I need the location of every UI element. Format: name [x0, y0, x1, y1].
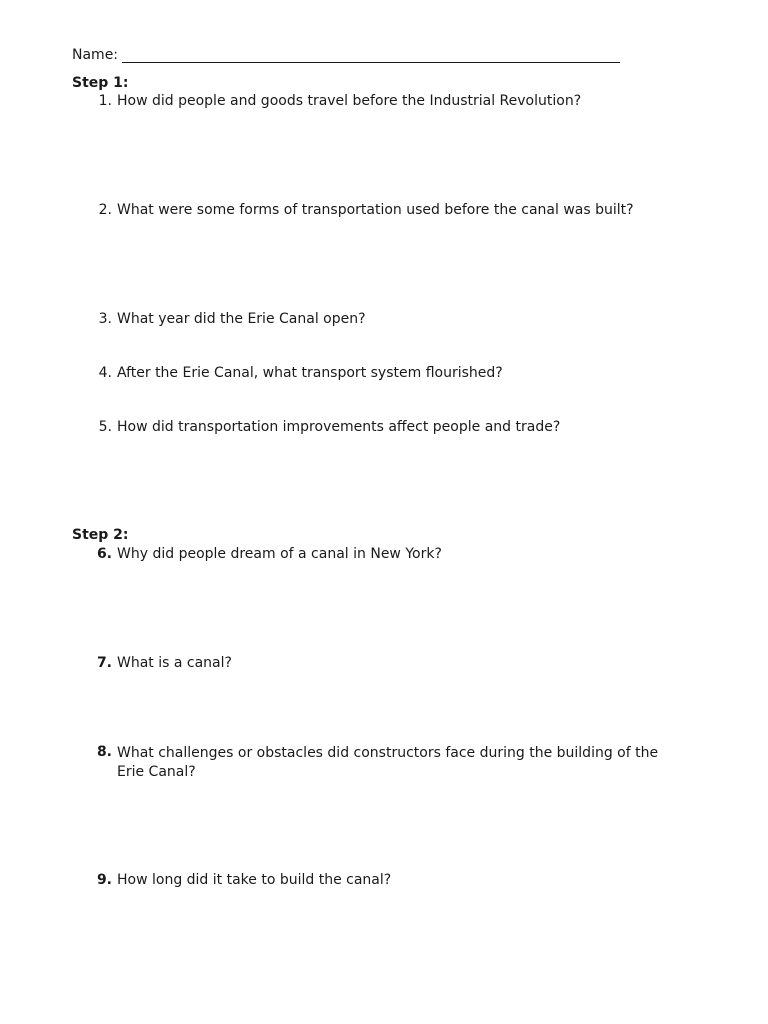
question-text: How did people and goods travel before the Industrial Revolution?: [117, 93, 582, 109]
question-number: 5.: [98, 419, 112, 435]
question-7: [90, 655, 232, 671]
question-number: 6.: [96, 546, 112, 562]
question-text: After the Erie Canal, what transport system flourished?: [117, 365, 503, 381]
question-number: 9.: [96, 872, 112, 888]
question-9: [90, 872, 391, 888]
question-number: 8.: [96, 744, 112, 760]
question-2: [90, 202, 634, 218]
question-text: What is a canal?: [117, 655, 232, 671]
question-5: [90, 419, 560, 435]
question-text: How did transportation improvements affect people and trade?: [117, 419, 561, 435]
question-text: Why did people dream of a canal in New York?: [117, 546, 442, 562]
question-8: [90, 744, 677, 782]
question-text: How long did it take to build the canal?: [117, 872, 392, 888]
question-number: 4.: [98, 365, 112, 381]
question-number: 3.: [98, 311, 112, 327]
question-text: What challenges or obstacles did constructors face during the building of the Erie Canal?: [117, 745, 659, 780]
name-field-row: [72, 46, 620, 63]
step-1-heading: Step 1:: [72, 75, 129, 91]
question-text: What were some forms of transportation used before the canal was built?: [117, 202, 634, 218]
question-text: What year did the Erie Canal open?: [117, 311, 366, 327]
name-input-line[interactable]: [122, 46, 620, 63]
question-6: [90, 546, 442, 562]
question-number: 2.: [98, 202, 112, 218]
step-2-heading: Step 2:: [72, 527, 129, 543]
question-3: [90, 311, 366, 327]
name-label: Name:: [72, 47, 119, 63]
question-4: [90, 365, 503, 381]
question-number: 7.: [96, 655, 112, 671]
question-number: 1.: [98, 93, 112, 109]
question-1: [90, 93, 581, 109]
